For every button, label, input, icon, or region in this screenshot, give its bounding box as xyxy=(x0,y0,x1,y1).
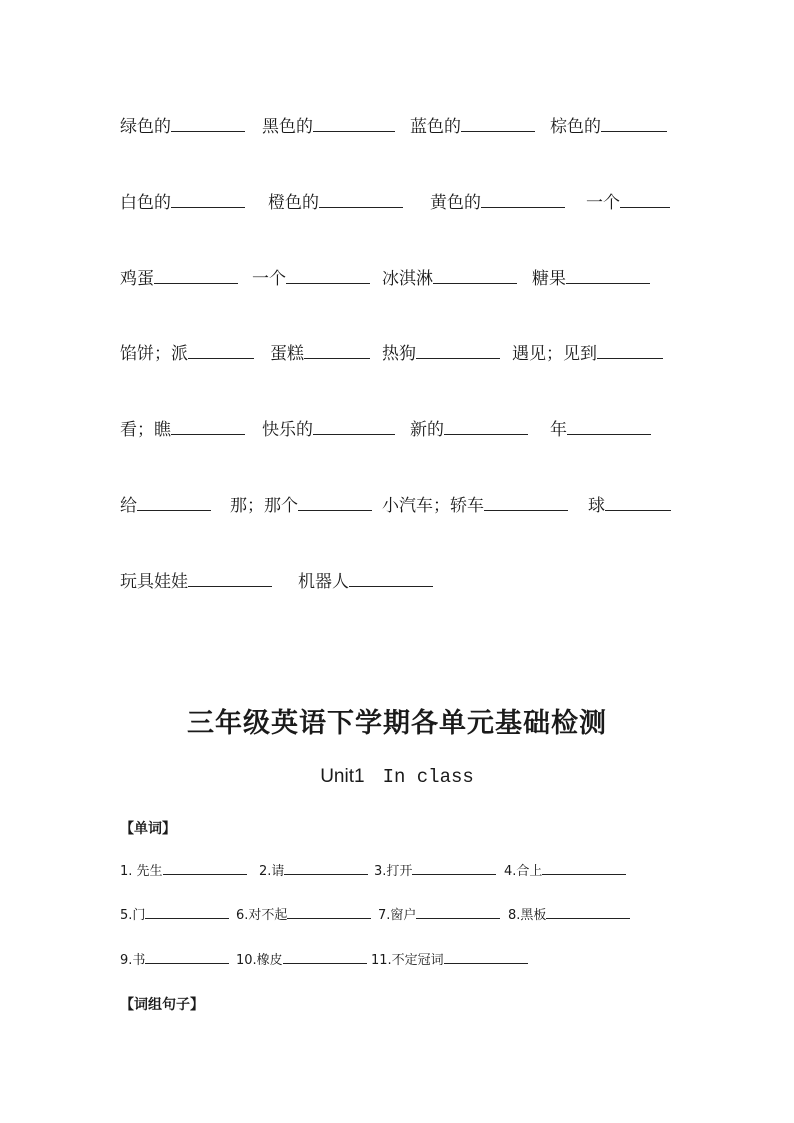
answer-blank[interactable] xyxy=(416,343,500,359)
answer-blank[interactable] xyxy=(433,268,517,284)
vocab-label: 橙色的 xyxy=(268,193,319,213)
vocab-label: 黄色的 xyxy=(430,193,481,213)
answer-blank[interactable] xyxy=(304,343,370,359)
vocab-item xyxy=(262,419,395,441)
page-title: 三年级英语下学期各单元基础检测 xyxy=(187,708,607,739)
vocab-label: 年 xyxy=(550,420,567,440)
word-label: 1. 先生 xyxy=(120,864,163,879)
vocab-item xyxy=(430,192,565,214)
vocab-item xyxy=(120,571,272,593)
vocab-label: 快乐的 xyxy=(262,420,313,440)
word-label: 2.请 xyxy=(259,864,285,879)
answer-blank[interactable] xyxy=(412,862,496,875)
answer-blank[interactable] xyxy=(444,951,528,964)
answer-blank[interactable] xyxy=(137,495,211,511)
answer-blank[interactable] xyxy=(163,862,247,875)
answer-blank[interactable] xyxy=(298,495,372,511)
vocab-label: 白色的 xyxy=(120,193,171,213)
word-label: 4.合上 xyxy=(504,864,543,879)
unit-name: In class xyxy=(382,766,474,788)
vocab-label: 一个 xyxy=(252,269,286,289)
word-item xyxy=(374,861,496,883)
vocab-label: 遇见；见到 xyxy=(512,344,597,364)
vocab-item xyxy=(120,495,211,517)
answer-blank[interactable] xyxy=(284,862,368,875)
vocab-item xyxy=(230,495,372,517)
answer-blank[interactable] xyxy=(542,862,626,875)
vocab-label: 鸡蛋 xyxy=(120,269,154,289)
section-words-heading: 【单词】 xyxy=(120,821,176,837)
vocab-label: 看；瞧 xyxy=(120,420,171,440)
vocab-item xyxy=(586,192,670,214)
vocab-label: 那；那个 xyxy=(230,496,298,516)
answer-blank[interactable] xyxy=(188,343,254,359)
answer-blank[interactable] xyxy=(171,192,245,208)
answer-blank[interactable] xyxy=(461,116,535,132)
vocab-item xyxy=(410,419,528,441)
vocab-item xyxy=(120,192,245,214)
vocab-item xyxy=(382,268,517,290)
answer-blank[interactable] xyxy=(171,116,245,132)
answer-blank[interactable] xyxy=(481,192,565,208)
vocab-label: 给 xyxy=(120,496,137,516)
answer-blank[interactable] xyxy=(145,906,229,919)
answer-blank[interactable] xyxy=(546,906,630,919)
answer-blank[interactable] xyxy=(416,906,500,919)
word-label: 5.门 xyxy=(120,908,146,923)
answer-blank[interactable] xyxy=(605,495,671,511)
answer-blank[interactable] xyxy=(484,495,568,511)
vocab-label: 馅饼；派 xyxy=(120,344,188,364)
vocab-item xyxy=(382,495,568,517)
vocab-item xyxy=(410,116,535,138)
answer-blank[interactable] xyxy=(287,906,371,919)
unit-subtitle xyxy=(0,765,794,788)
answer-blank[interactable] xyxy=(188,571,272,587)
vocab-label: 球 xyxy=(588,496,605,516)
answer-blank[interactable] xyxy=(171,419,245,435)
unit-number: Unit1 xyxy=(320,766,365,787)
vocab-label: 绿色的 xyxy=(120,117,171,137)
vocab-label: 新的 xyxy=(410,420,444,440)
answer-blank[interactable] xyxy=(145,951,229,964)
word-item xyxy=(236,905,371,927)
vocab-label: 糖果 xyxy=(532,269,566,289)
answer-blank[interactable] xyxy=(566,268,650,284)
vocab-item xyxy=(588,495,671,517)
answer-blank[interactable] xyxy=(567,419,651,435)
vocab-item xyxy=(550,116,667,138)
vocab-item xyxy=(120,268,238,290)
vocab-item xyxy=(120,116,245,138)
answer-blank[interactable] xyxy=(444,419,528,435)
section-phrases-heading: 【词组句子】 xyxy=(120,997,204,1013)
answer-blank[interactable] xyxy=(283,951,367,964)
answer-blank[interactable] xyxy=(597,343,663,359)
answer-blank[interactable] xyxy=(349,571,433,587)
word-label: 8.黑板 xyxy=(508,908,547,923)
vocab-label: 冰淇淋 xyxy=(382,269,433,289)
vocab-item xyxy=(550,419,651,441)
answer-blank[interactable] xyxy=(313,116,395,132)
vocab-label: 小汽车；轿车 xyxy=(382,496,484,516)
vocab-label: 玩具娃娃 xyxy=(120,572,188,592)
vocab-label: 黑色的 xyxy=(262,117,313,137)
word-label: 7.窗户 xyxy=(378,908,417,923)
vocab-label: 一个 xyxy=(586,193,620,213)
answer-blank[interactable] xyxy=(601,116,667,132)
answer-blank[interactable] xyxy=(319,192,403,208)
vocab-label: 棕色的 xyxy=(550,117,601,137)
vocab-label: 蛋糕 xyxy=(270,344,304,364)
word-item xyxy=(378,905,500,927)
word-label: 11.不定冠词 xyxy=(371,953,444,968)
vocab-label: 机器人 xyxy=(298,572,349,592)
vocab-item xyxy=(382,343,500,365)
word-label: 9.书 xyxy=(120,953,146,968)
answer-blank[interactable] xyxy=(286,268,370,284)
word-item xyxy=(236,950,367,972)
vocab-item xyxy=(270,343,370,365)
word-item xyxy=(508,905,630,927)
answer-blank[interactable] xyxy=(620,192,670,208)
word-label: 6.对不起 xyxy=(236,908,288,923)
answer-blank[interactable] xyxy=(154,268,238,284)
vocab-item xyxy=(262,116,395,138)
vocab-item xyxy=(120,343,254,365)
vocab-item xyxy=(120,419,245,441)
vocab-item xyxy=(298,571,433,593)
word-item xyxy=(120,905,229,927)
word-label: 3.打开 xyxy=(374,864,413,879)
vocab-item xyxy=(252,268,370,290)
vocab-item xyxy=(512,343,663,365)
vocab-item xyxy=(532,268,650,290)
word-item xyxy=(120,861,247,883)
word-item xyxy=(120,950,229,972)
word-label: 10.橡皮 xyxy=(236,953,283,968)
vocab-label: 热狗 xyxy=(382,344,416,364)
word-item xyxy=(259,861,368,883)
answer-blank[interactable] xyxy=(313,419,395,435)
word-item xyxy=(504,861,626,883)
vocab-label: 蓝色的 xyxy=(410,117,461,137)
word-item xyxy=(371,950,528,972)
vocab-item xyxy=(268,192,403,214)
